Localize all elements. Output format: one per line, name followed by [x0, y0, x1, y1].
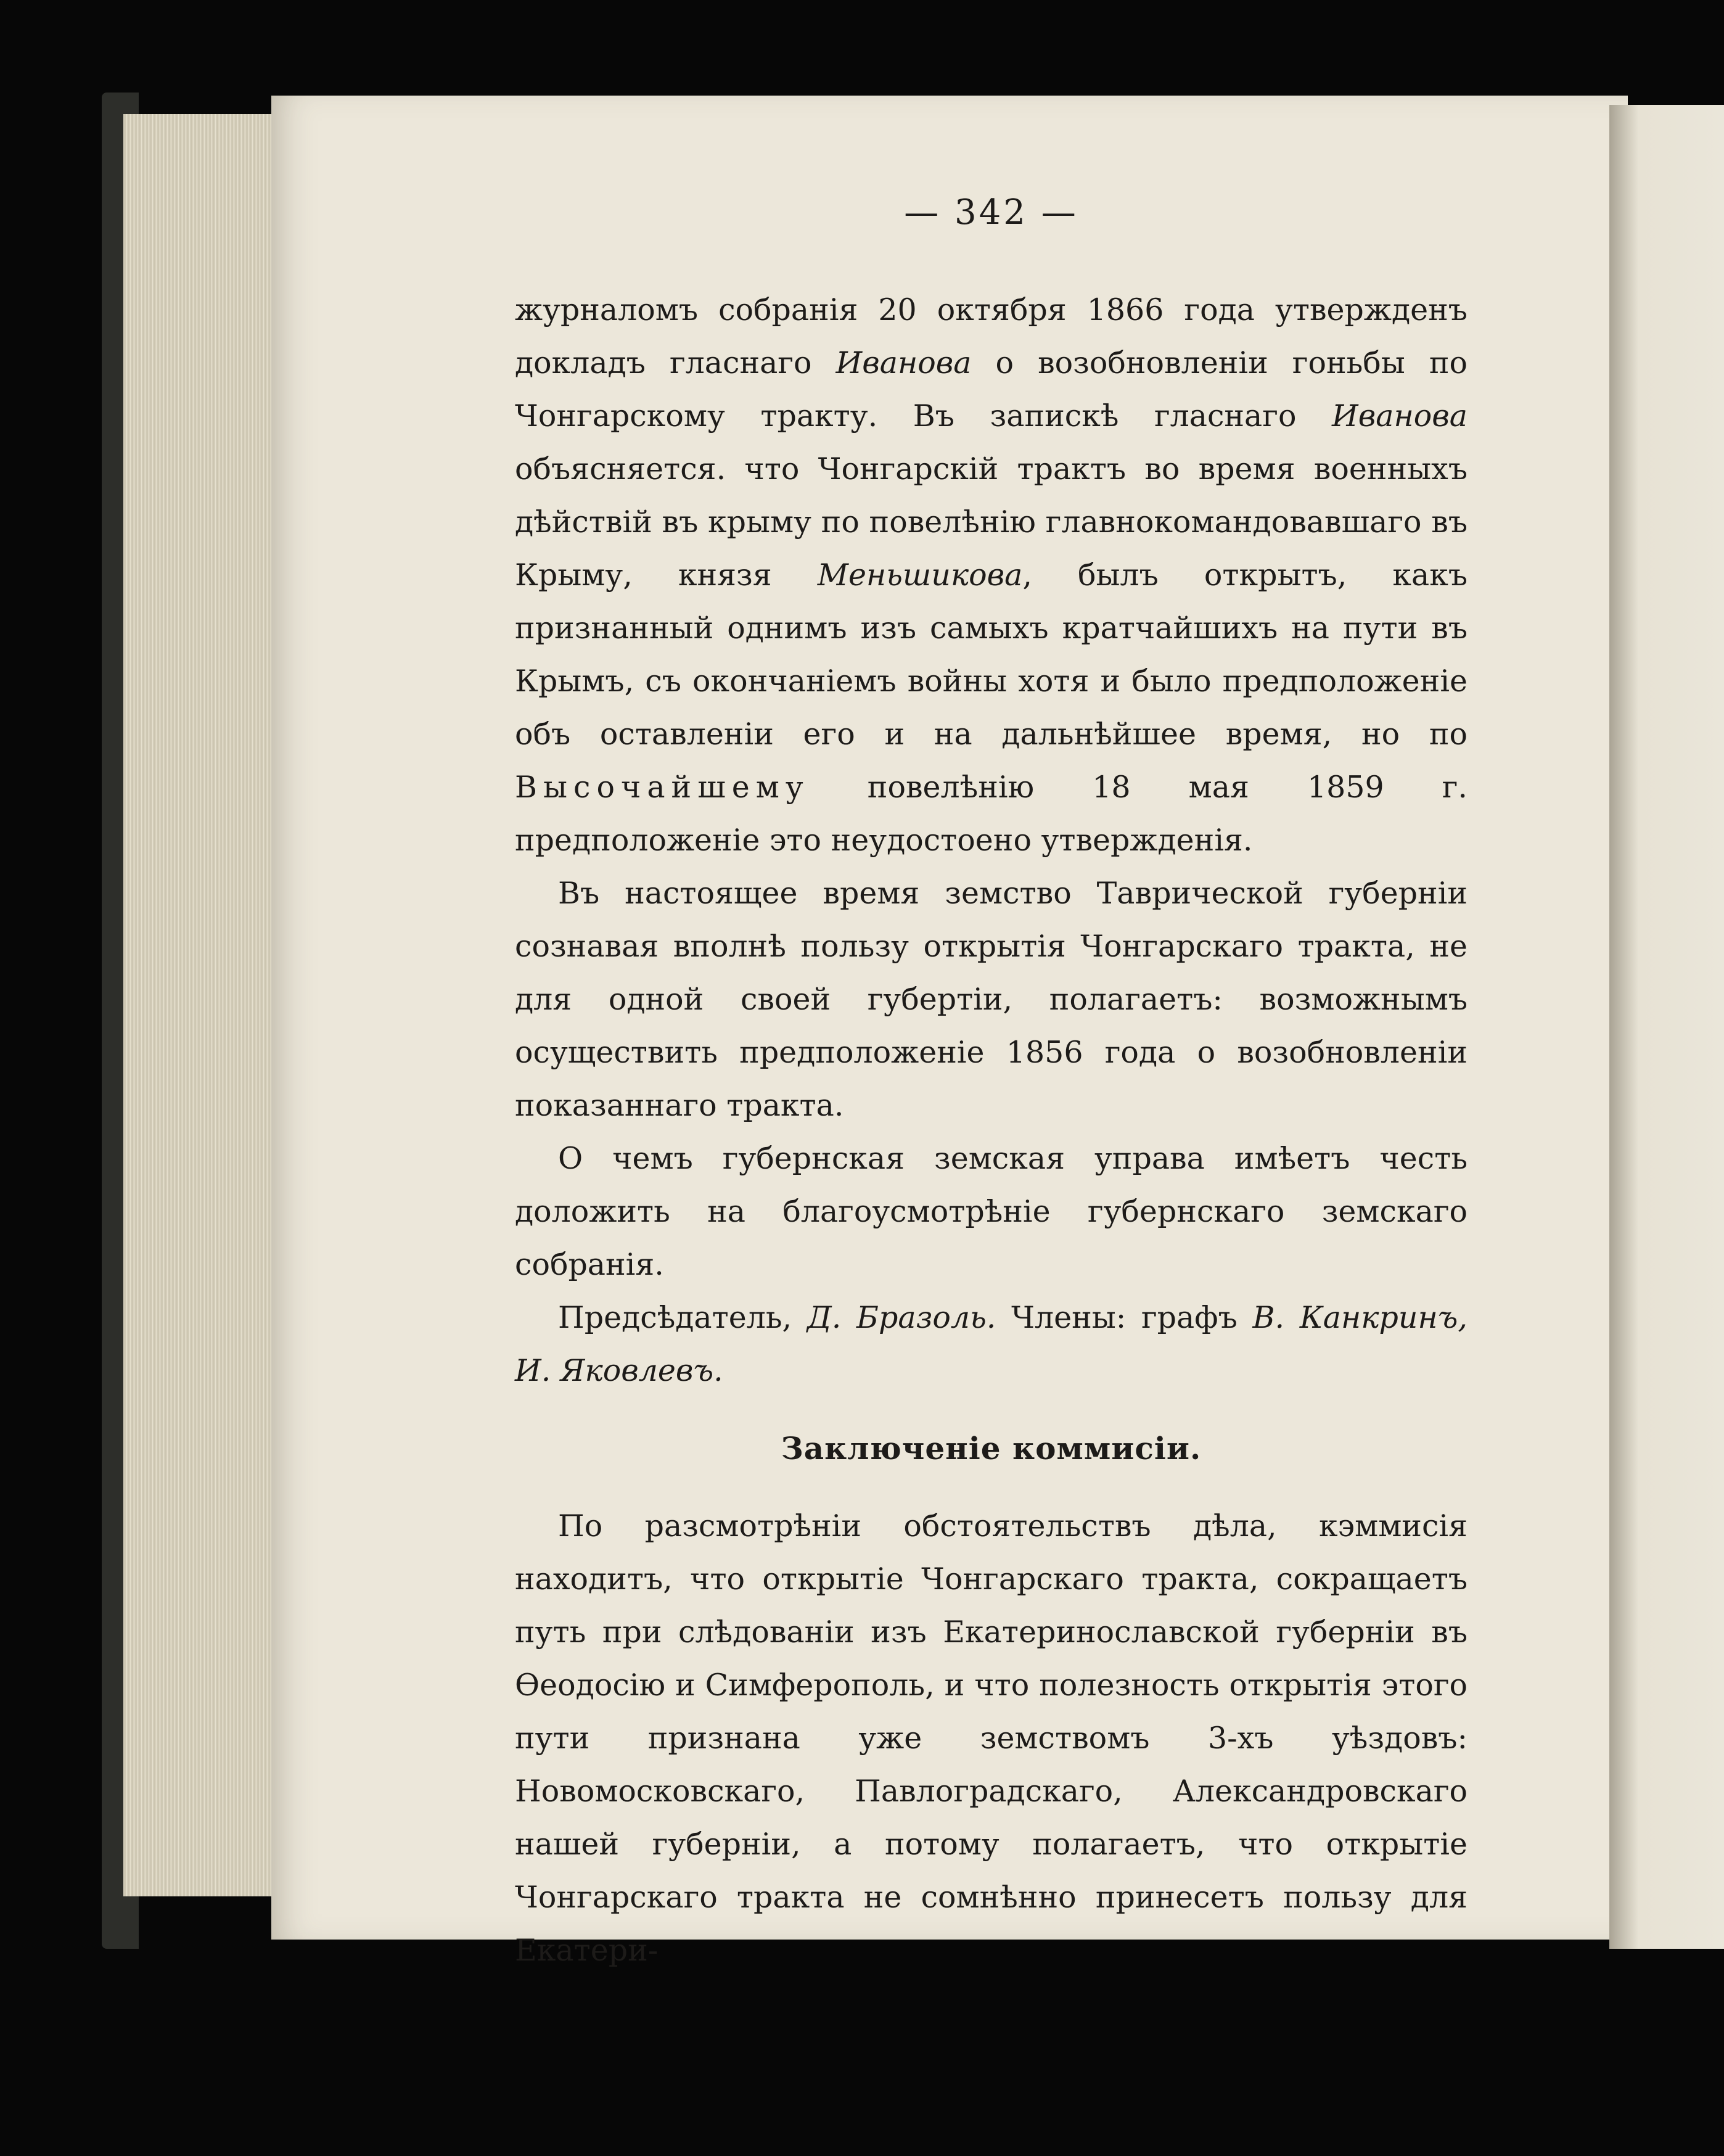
name-brazol: Д. Бразоль. — [807, 1300, 996, 1335]
name-ivanov: Иванова — [1332, 398, 1467, 434]
signature-line — [515, 1291, 1467, 1397]
paragraph-2: Въ настоящее время земство Таврической губерніи сознавая вполнѣ пользу открытія Чонгарскаго тракта, не для одной своей губертіи, полагаетъ: возможнымъ осуществить предположеніе 1856 года о возобновленіи показаннаго тракта. — [515, 876, 1467, 1123]
facing-page-edge — [1609, 105, 1724, 1949]
paragraph-3: О чемъ губернская земская управа имѣетъ честь доложить на благоусмотрѣніе губернскаго земскаго собранія. — [515, 1141, 1467, 1282]
name-menshikov: Меньшикова — [817, 558, 1023, 593]
text-segment: о возобновленіи гоньбы по Чонгарскому тракту. Въ запискѣ гласнаго — [515, 345, 1467, 434]
text-segment: журналомъ собранія 20 октября 1866 года утвержденъ докладъ гласнаго — [515, 292, 1467, 381]
text-segment: Предсѣдатель, — [558, 1300, 807, 1335]
paragraph-4: По разсмотрѣніи обстоятельствъ дѣла, кэммисія находитъ, что открытіе Чонгарскаго тракта, сокращаетъ путь при слѣдованіи изъ Екатеринославской губерніи въ Ѳеодосію и Симферополь, и что полезность открытія этого пути признана уже земствомъ 3-хъ уѣздовъ: Новомосковскаго, Павлоградскаго, Александровскаго нашей губерніи, а потому полагаетъ, что открытіе Чонгарскаго тракта не сомнѣнно принесетъ пользу для Екатери- — [515, 1508, 1467, 1968]
spaced-word: Высочайшему — [515, 770, 810, 805]
page-number: — 342 — — [904, 192, 1078, 232]
text-segment: повелѣнію 18 мая 1859 г. предположеніе это неудостоено утвержденія. — [515, 770, 1467, 858]
paragraph-1 — [515, 284, 1467, 867]
text-segment: объясняется. что Чонгарскій трактъ во время военныхъ дѣйствій въ крыму по повелѣнію главнокомандовавшаго въ Крыму, князя — [515, 451, 1467, 593]
page-content — [515, 191, 1467, 1977]
text-segment: , былъ открытъ, какъ признанный однимъ изъ самыхъ кратчайшихъ на пути въ Крымъ, съ окончаніемъ войны хотя и было предположеніе объ оставленіи его и на дальнѣйшее время, но по — [515, 558, 1468, 752]
name-kankrin-yakovlev: В. Канкринъ, И. Яковлевъ. — [515, 1300, 1467, 1388]
page-edges — [123, 114, 284, 1896]
text-segment: Члены: графъ — [996, 1300, 1253, 1335]
name-ivanov: Иванова — [835, 345, 972, 381]
section-heading: Заключеніе коммисіи. — [781, 1430, 1202, 1467]
